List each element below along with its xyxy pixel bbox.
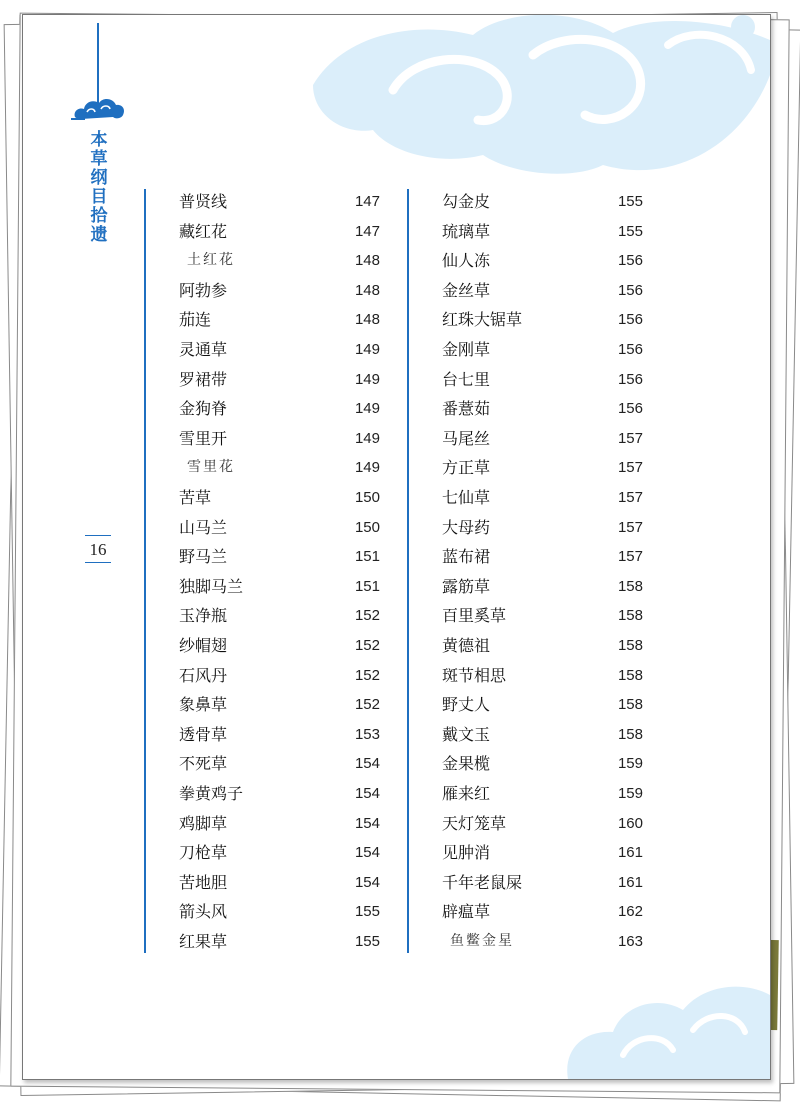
toc-entry-title: 雁来红 — [442, 784, 491, 803]
toc-entry-title: 拳黄鸡子 — [179, 784, 244, 803]
toc-entry[interactable] — [407, 927, 647, 957]
toc-entry-title: 石风丹 — [179, 665, 228, 685]
toc-entry[interactable] — [144, 690, 384, 720]
toc-entry[interactable] — [407, 868, 647, 898]
toc-entry-page: 158 — [617, 666, 643, 684]
toc-entry-title: 藏红花 — [179, 221, 228, 241]
toc-entry[interactable] — [144, 542, 384, 572]
toc-entry[interactable] — [144, 187, 384, 217]
toc-entry[interactable] — [144, 838, 384, 868]
toc-entry-page: 155 — [617, 222, 643, 240]
toc-entry-title: 箭头风 — [179, 902, 228, 922]
toc-entry-page: 158 — [617, 577, 643, 595]
toc-entry-title: 千年老鼠屎 — [442, 872, 523, 892]
cloud-decoration-top — [273, 15, 770, 175]
toc-entry[interactable] — [144, 749, 384, 779]
toc-entry-page: 156 — [617, 311, 643, 329]
toc-entry-title: 红果草 — [179, 932, 228, 951]
toc-entry-title: 大母药 — [442, 517, 491, 537]
toc-entry-title: 玉净瓶 — [179, 606, 228, 626]
toc-entry-title: 灵通草 — [179, 340, 228, 359]
toc-entry[interactable] — [407, 601, 647, 631]
toc-entry-page: 151 — [354, 548, 380, 566]
toc-entry[interactable] — [407, 720, 647, 750]
toc-entry[interactable] — [144, 513, 384, 543]
toc-entry-title: 刀枪草 — [179, 843, 228, 863]
toc-entry-page: 157 — [617, 548, 643, 566]
toc-entry-page: 158 — [617, 696, 643, 714]
cloud-decoration-bottom — [563, 960, 770, 1079]
toc-entry[interactable] — [144, 661, 384, 691]
toc-entry[interactable] — [144, 483, 384, 513]
toc-entry-page: 152 — [354, 607, 380, 625]
toc-entry-title: 斑节相思 — [442, 665, 507, 685]
toc-entry[interactable] — [144, 631, 384, 661]
toc-entry-page: 155 — [617, 193, 643, 210]
toc-entry-page: 154 — [354, 785, 380, 802]
toc-entry[interactable] — [144, 305, 384, 335]
toc-entry-title: 方正草 — [442, 458, 491, 478]
toc-entry-title: 雪里花 — [187, 459, 235, 476]
book-page — [22, 14, 771, 1080]
toc-entry-title: 仙人冻 — [442, 251, 491, 271]
toc-entry[interactable] — [144, 868, 384, 898]
toc-entry-page: 157 — [617, 518, 643, 536]
toc-entry-page: 160 — [617, 814, 643, 832]
toc-entry[interactable] — [144, 276, 384, 306]
toc-entry-title: 辟瘟草 — [442, 902, 491, 922]
toc-entry-title: 戴文玉 — [442, 724, 491, 744]
toc-entry-title: 蓝布裙 — [442, 547, 491, 567]
toc-entry[interactable] — [144, 453, 384, 483]
toc-entry-page: 154 — [354, 844, 380, 862]
toc-entry-title: 普贤线 — [179, 192, 228, 211]
page-number: 16 — [85, 535, 111, 563]
toc-entry-title: 金果榄 — [442, 754, 491, 774]
toc-entry[interactable] — [144, 927, 384, 957]
toc-entry-page: 152 — [354, 696, 380, 714]
toc-entry-title: 天灯笼草 — [442, 813, 507, 833]
toc-entry[interactable] — [144, 897, 384, 927]
toc-entry[interactable] — [407, 246, 647, 276]
toc-entry[interactable] — [144, 394, 384, 424]
toc-entry-page: 152 — [354, 666, 380, 684]
toc-entry-page: 154 — [354, 814, 380, 832]
toc-entry-title: 百里奚草 — [442, 606, 507, 626]
toc-entry-page: 148 — [354, 252, 380, 270]
toc-entry-page: 156 — [617, 341, 643, 358]
toc-entry-title: 野马兰 — [179, 547, 228, 567]
toc-entry-page: 151 — [354, 577, 380, 595]
toc-entry-page: 149 — [354, 400, 380, 418]
auspicious-cloud-icon — [71, 97, 127, 123]
toc-entry-page: 150 — [354, 489, 380, 506]
toc-entry[interactable] — [144, 809, 384, 839]
toc-entry-page: 156 — [617, 400, 643, 418]
toc-entry[interactable] — [407, 453, 647, 483]
toc-entry-title: 土红花 — [187, 252, 235, 269]
toc-entry-page: 157 — [617, 489, 643, 506]
toc-entry-title: 纱帽翅 — [179, 636, 228, 655]
toc-entry-page: 147 — [354, 222, 380, 240]
toc-entry-title: 番薏茹 — [442, 399, 491, 419]
toc-entry[interactable] — [144, 720, 384, 750]
toc-entry-page: 149 — [354, 459, 380, 477]
toc-entry-page: 158 — [617, 607, 643, 625]
toc-entry-page: 157 — [617, 429, 643, 447]
toc-entry-title: 苦草 — [179, 488, 212, 507]
toc-entry[interactable] — [407, 276, 647, 306]
toc-entry[interactable] — [407, 394, 647, 424]
toc-entry[interactable] — [407, 838, 647, 868]
toc-entry[interactable] — [407, 631, 647, 661]
toc-entry-title: 金狗脊 — [179, 399, 228, 419]
toc-entry-title: 七仙草 — [442, 488, 491, 507]
toc-entry-title: 野丈人 — [442, 695, 491, 715]
toc-entry-page: 154 — [354, 873, 380, 891]
toc-entry[interactable] — [407, 513, 647, 543]
toc-entry-title: 阿勃参 — [179, 280, 228, 300]
toc-entry[interactable] — [144, 246, 384, 276]
toc-entry-page: 148 — [354, 311, 380, 329]
toc-entry[interactable] — [407, 897, 647, 927]
toc-entry-title: 山马兰 — [179, 517, 228, 537]
toc-entry-title: 红珠大锯草 — [442, 310, 523, 330]
toc-entry-title: 见肿消 — [442, 843, 491, 863]
toc-entry-page: 161 — [617, 873, 643, 891]
toc-entry-title: 罗裙带 — [179, 369, 228, 389]
toc-entry-title: 象鼻草 — [179, 695, 228, 715]
toc-entry-title: 马尾丝 — [442, 428, 491, 448]
toc-entry-page: 156 — [617, 370, 643, 388]
toc-entry-title: 不死草 — [179, 754, 228, 774]
toc-entry-title: 金丝草 — [442, 280, 491, 300]
toc-entry[interactable] — [407, 690, 647, 720]
toc-entry-page: 156 — [617, 252, 643, 270]
toc-entry[interactable] — [407, 572, 647, 602]
toc-entry[interactable] — [407, 424, 647, 454]
toc-entry-page: 148 — [354, 281, 380, 299]
toc-entry[interactable] — [144, 572, 384, 602]
toc-entry-page: 147 — [354, 193, 380, 210]
toc-entry-page: 149 — [354, 341, 380, 358]
toc-entry[interactable] — [407, 809, 647, 839]
toc-entry[interactable] — [407, 483, 647, 513]
toc-entry[interactable] — [407, 542, 647, 572]
toc-entry-title: 苦地胆 — [179, 872, 228, 892]
toc-entry-page: 159 — [617, 785, 643, 802]
toc-entry-page: 153 — [354, 725, 380, 743]
toc-entry-page: 159 — [617, 755, 643, 773]
toc-entry-page: 149 — [354, 370, 380, 388]
toc-entry-page: 152 — [354, 637, 380, 654]
toc-entry-title: 鸡脚草 — [179, 813, 228, 833]
toc-entry-page: 158 — [617, 725, 643, 743]
toc-entry[interactable] — [407, 749, 647, 779]
toc-entry-title: 雪里开 — [179, 428, 228, 448]
toc-entry[interactable] — [144, 601, 384, 631]
toc-entry[interactable] — [144, 335, 384, 365]
toc-entry-title: 台七里 — [442, 369, 491, 389]
toc-entry[interactable] — [407, 305, 647, 335]
toc-entry-title: 琉璃草 — [442, 221, 491, 241]
book-title: 本草纲目拾遗 — [90, 130, 108, 245]
toc-entry-page: 154 — [354, 755, 380, 773]
toc-entry-page: 157 — [617, 459, 643, 477]
toc-entry-title: 露筋草 — [442, 576, 491, 596]
toc-entry[interactable] — [407, 187, 647, 217]
toc-entry-page: 149 — [354, 429, 380, 447]
toc-entry-page: 155 — [354, 903, 380, 921]
toc-entry[interactable] — [144, 779, 384, 809]
toc-entry-title: 勾金皮 — [442, 192, 491, 211]
toc-entry-page: 162 — [617, 903, 643, 921]
header-rule — [97, 23, 99, 105]
toc-entry[interactable] — [407, 217, 647, 247]
toc-entry[interactable] — [407, 365, 647, 395]
toc-entry[interactable] — [407, 335, 647, 365]
toc-entry-title: 茄连 — [179, 310, 212, 330]
toc-entry[interactable] — [144, 217, 384, 247]
toc-entry-title: 金刚草 — [442, 340, 491, 359]
toc-entry-title: 鱼鳖金星 — [450, 933, 514, 949]
toc-entry[interactable] — [407, 661, 647, 691]
toc-entry-page: 163 — [617, 933, 643, 950]
toc-entry-title: 透骨草 — [179, 724, 228, 744]
toc-entry-page: 158 — [617, 637, 643, 654]
toc-entry[interactable] — [144, 365, 384, 395]
toc-entry-title: 黄德祖 — [442, 636, 491, 655]
toc-entry[interactable] — [407, 779, 647, 809]
toc-entry-page: 161 — [617, 844, 643, 862]
toc-entry-title: 独脚马兰 — [179, 576, 244, 596]
toc-entry[interactable] — [144, 424, 384, 454]
toc-entry-page: 156 — [617, 281, 643, 299]
toc-entry-page: 150 — [354, 518, 380, 536]
toc-entry-page: 155 — [354, 933, 380, 950]
